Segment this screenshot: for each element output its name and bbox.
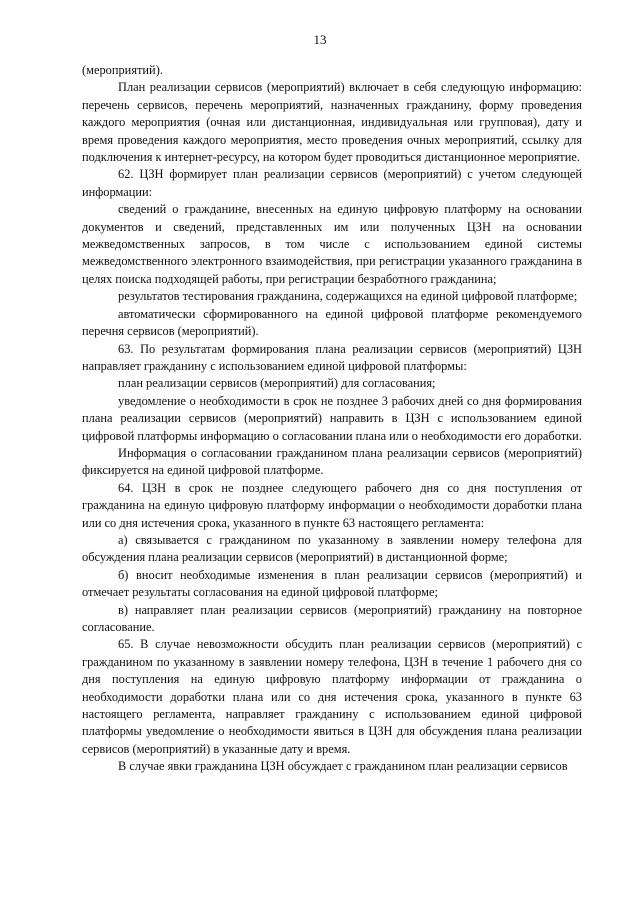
paragraph-notification: уведомление о необходимости в срок не позднее 3 рабочих дней со дня формирования плана реализации сервисов (мероприятий) направить в ЦЗН с использованием единой цифровой платформы информацию о согласовании плана или о необходимости его доработки.	[82, 393, 582, 443]
paragraph-item-64: 64. ЦЗН в срок не позднее следующего рабочего дня со дня поступления от гражданина на единую цифровую платформу информации о необходимости доработки плана или со дня истечения срока, указанного в пункте 63 настоящего регламента:	[82, 480, 582, 530]
paragraph-item-64-b: б) вносит необходимые изменения в план реализации сервисов (мероприятий) и отмечает результаты согласования на единой цифровой платформе;	[82, 567, 582, 600]
paragraph-approval-info: Информация о согласовании гражданином плана реализации сервисов (мероприятий) фиксируется на единой цифровой платформе.	[82, 445, 582, 478]
paragraph-item-62: 62. ЦЗН формирует план реализации сервисов (мероприятий) с учетом следующей информации:	[82, 167, 582, 199]
document-body	[82, 62, 582, 776]
page-number: 13	[313, 32, 327, 47]
paragraph-test-results: результатов тестирования гражданина, содержащихся на единой цифровой платформе;	[118, 289, 578, 304]
paragraph-plan-for-approval: план реализации сервисов (мероприятий) для согласования;	[118, 376, 436, 391]
paragraph-plan-contents: План реализации сервисов (мероприятий) включает в себя следующую информацию: перечень сервисов, перечень мероприятий, назначенных гражданину, форму проведения каждого мероприятия (очная или дистанционная, индивидуальная или групповая), дату и время проведения каждого мероприятия, место проведения очных мероприятий, ссылку для подключения к интернет-ресурсу, на котором будет проводиться дистанционное мероприятие.	[82, 80, 582, 165]
paragraph-attendance: В случае явки гражданина ЦЗН обсуждает с гражданином план реализации сервисов	[118, 759, 568, 774]
paragraph-citizen-info: сведений о гражданине, внесенных на единую цифровую платформу на основании документов и сведений, представленных им или полученных ЦЗН на основании межведомственных запросов, в том числе с использованием единой системы межведомственного электронного взаимодействия, при регистрации указанного гражданина в целях поиска подходящей работы, при регистрации безработного гражданина;	[82, 202, 582, 286]
paragraph-item-63: 63. По результатам формирования плана реализации сервисов (мероприятий) ЦЗН направляет гражданину с использованием единой цифровой платформы:	[82, 341, 582, 373]
paragraph-item-65: 65. В случае невозможности обсудить план реализации сервисов (мероприятий) с гражданином по указанному в заявлении номеру телефона, ЦЗН в течение 1 рабочего дня со дня поступления на единую цифровую платформу информации от гражданина о необходимости доработки плана или со дня истечения срока, указанного в пункте 63 настоящего регламента, направляет гражданину с использованием единой цифровой платформы уведомление о необходимости явиться в ЦЗН для обсуждения плана реализации сервисов (мероприятий) в указанные дату и время.	[82, 637, 582, 756]
paragraph-auto-list: автоматически сформированного на единой цифровой платформе рекомендуемого перечня сервисов (мероприятий).	[82, 306, 582, 339]
paragraph-item-64-c: в) направляет план реализации сервисов (мероприятий) гражданину на повторное согласование.	[82, 602, 582, 634]
paragraph-item-64-a: а) связывается с гражданином по указанному в заявлении номеру телефона для обсуждения плана реализации сервисов (мероприятий) в дистанционной форме;	[82, 532, 582, 565]
paragraph-continuation: (мероприятий).	[82, 63, 163, 77]
